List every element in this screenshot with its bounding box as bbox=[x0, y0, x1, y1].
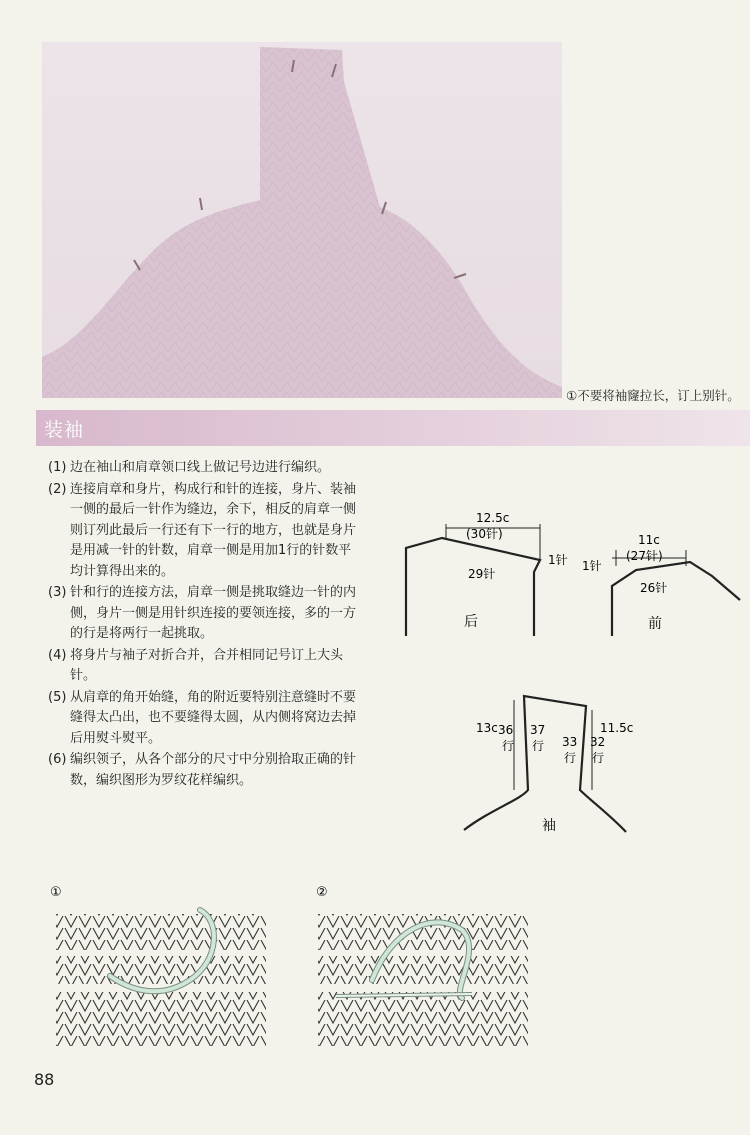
step-item bbox=[48, 750, 358, 791]
step-text: 从肩章的角开始缝，角的附近要特别注意缝时不要缝得太凸出，也不要缝得太圆，从内侧将窝边去掉后用熨斗熨平。 bbox=[70, 689, 357, 746]
front-label: 前 bbox=[648, 616, 662, 632]
sleeve-cap-knit-shape bbox=[42, 42, 562, 398]
back-width-stitches: (30针) bbox=[466, 527, 503, 541]
page-number: 88 bbox=[34, 1070, 55, 1089]
figure-2-label: ② bbox=[316, 885, 328, 900]
sleeve-row-unit: 行 bbox=[502, 739, 515, 753]
knitting-photo bbox=[42, 42, 562, 398]
back-side-stitch: 1针 bbox=[548, 553, 568, 567]
sleeve-row-unit: 行 bbox=[532, 739, 545, 753]
photo-caption: ①不要将袖窿拉长，订上别针。 bbox=[566, 388, 740, 403]
sleeve-label: 袖 bbox=[542, 818, 556, 834]
sleeve-right-rows-b: 32 bbox=[590, 735, 606, 749]
front-side-stitch: 1针 bbox=[582, 559, 602, 573]
section-header-bar bbox=[36, 410, 750, 446]
step-number: (6) bbox=[48, 752, 67, 767]
sleeve-right-rows-a: 33 bbox=[562, 735, 578, 749]
step-number: (5) bbox=[48, 689, 67, 705]
sleeve-left-rows-a: 36 bbox=[498, 723, 514, 737]
instruction-steps bbox=[48, 458, 358, 792]
front-piece-diagram bbox=[582, 533, 740, 636]
step-text: 边在袖山和肩章领口线上做记号边进行编织。 bbox=[70, 460, 331, 475]
sleeve-left-cm: 13c bbox=[476, 721, 498, 735]
front-inner-stitches: 26针 bbox=[640, 581, 668, 595]
step-text: 将身片与袖子对折合并，合并相同记号订上大头针。 bbox=[70, 647, 344, 683]
sleeve-left-rows-b: 37 bbox=[530, 723, 546, 737]
sleeve-row-unit: 行 bbox=[592, 751, 605, 765]
front-width: 11c bbox=[638, 533, 660, 547]
step-item bbox=[48, 480, 358, 583]
step-text: 编织领子，从各个部分的尺寸中分别拾取正确的针数，编织图形为罗纹花样编织。 bbox=[70, 752, 357, 788]
sleeve-row-unit: 行 bbox=[564, 751, 577, 765]
back-width: 12.5c bbox=[476, 511, 510, 525]
sleeve-diagram bbox=[464, 696, 633, 834]
stitch-figure-2 bbox=[312, 880, 537, 1060]
step-item bbox=[48, 688, 358, 750]
step-text: 连接肩章和身片，构成行和针的连接，身片、装袖一侧的最后一针作为缝边，余下，相反的肩章一侧则订列此最后一行还有下一行的地方，也就是身片是用减一针的针数，肩章一侧是用加1行的针数平均计算得出来的。 bbox=[70, 481, 357, 579]
step-item bbox=[48, 583, 358, 645]
figure-1-label: ① bbox=[50, 885, 62, 900]
back-label: 后 bbox=[464, 614, 478, 630]
sleeve-right-cm: 11.5c bbox=[600, 721, 634, 735]
back-piece-diagram bbox=[406, 511, 568, 636]
step-text: 针和行的连接方法，肩章一侧是挑取缝边一针的内侧，身片一侧是用针织连接的要领连接，多的一方的行是将两行一起挑取。 bbox=[70, 585, 357, 641]
step-number: (4) bbox=[48, 647, 67, 663]
front-width-stitches: (27针) bbox=[626, 549, 663, 563]
step-number: (1) bbox=[48, 460, 67, 475]
section-title: 装袖 bbox=[44, 419, 85, 441]
step-number: (2) bbox=[48, 481, 67, 497]
stitch-figure-1 bbox=[50, 880, 280, 1060]
step-number: (3) bbox=[48, 585, 67, 600]
back-inner-stitches: 29针 bbox=[468, 567, 496, 581]
schematic-diagrams bbox=[390, 500, 750, 850]
step-item bbox=[48, 646, 358, 687]
step-item bbox=[48, 458, 358, 479]
